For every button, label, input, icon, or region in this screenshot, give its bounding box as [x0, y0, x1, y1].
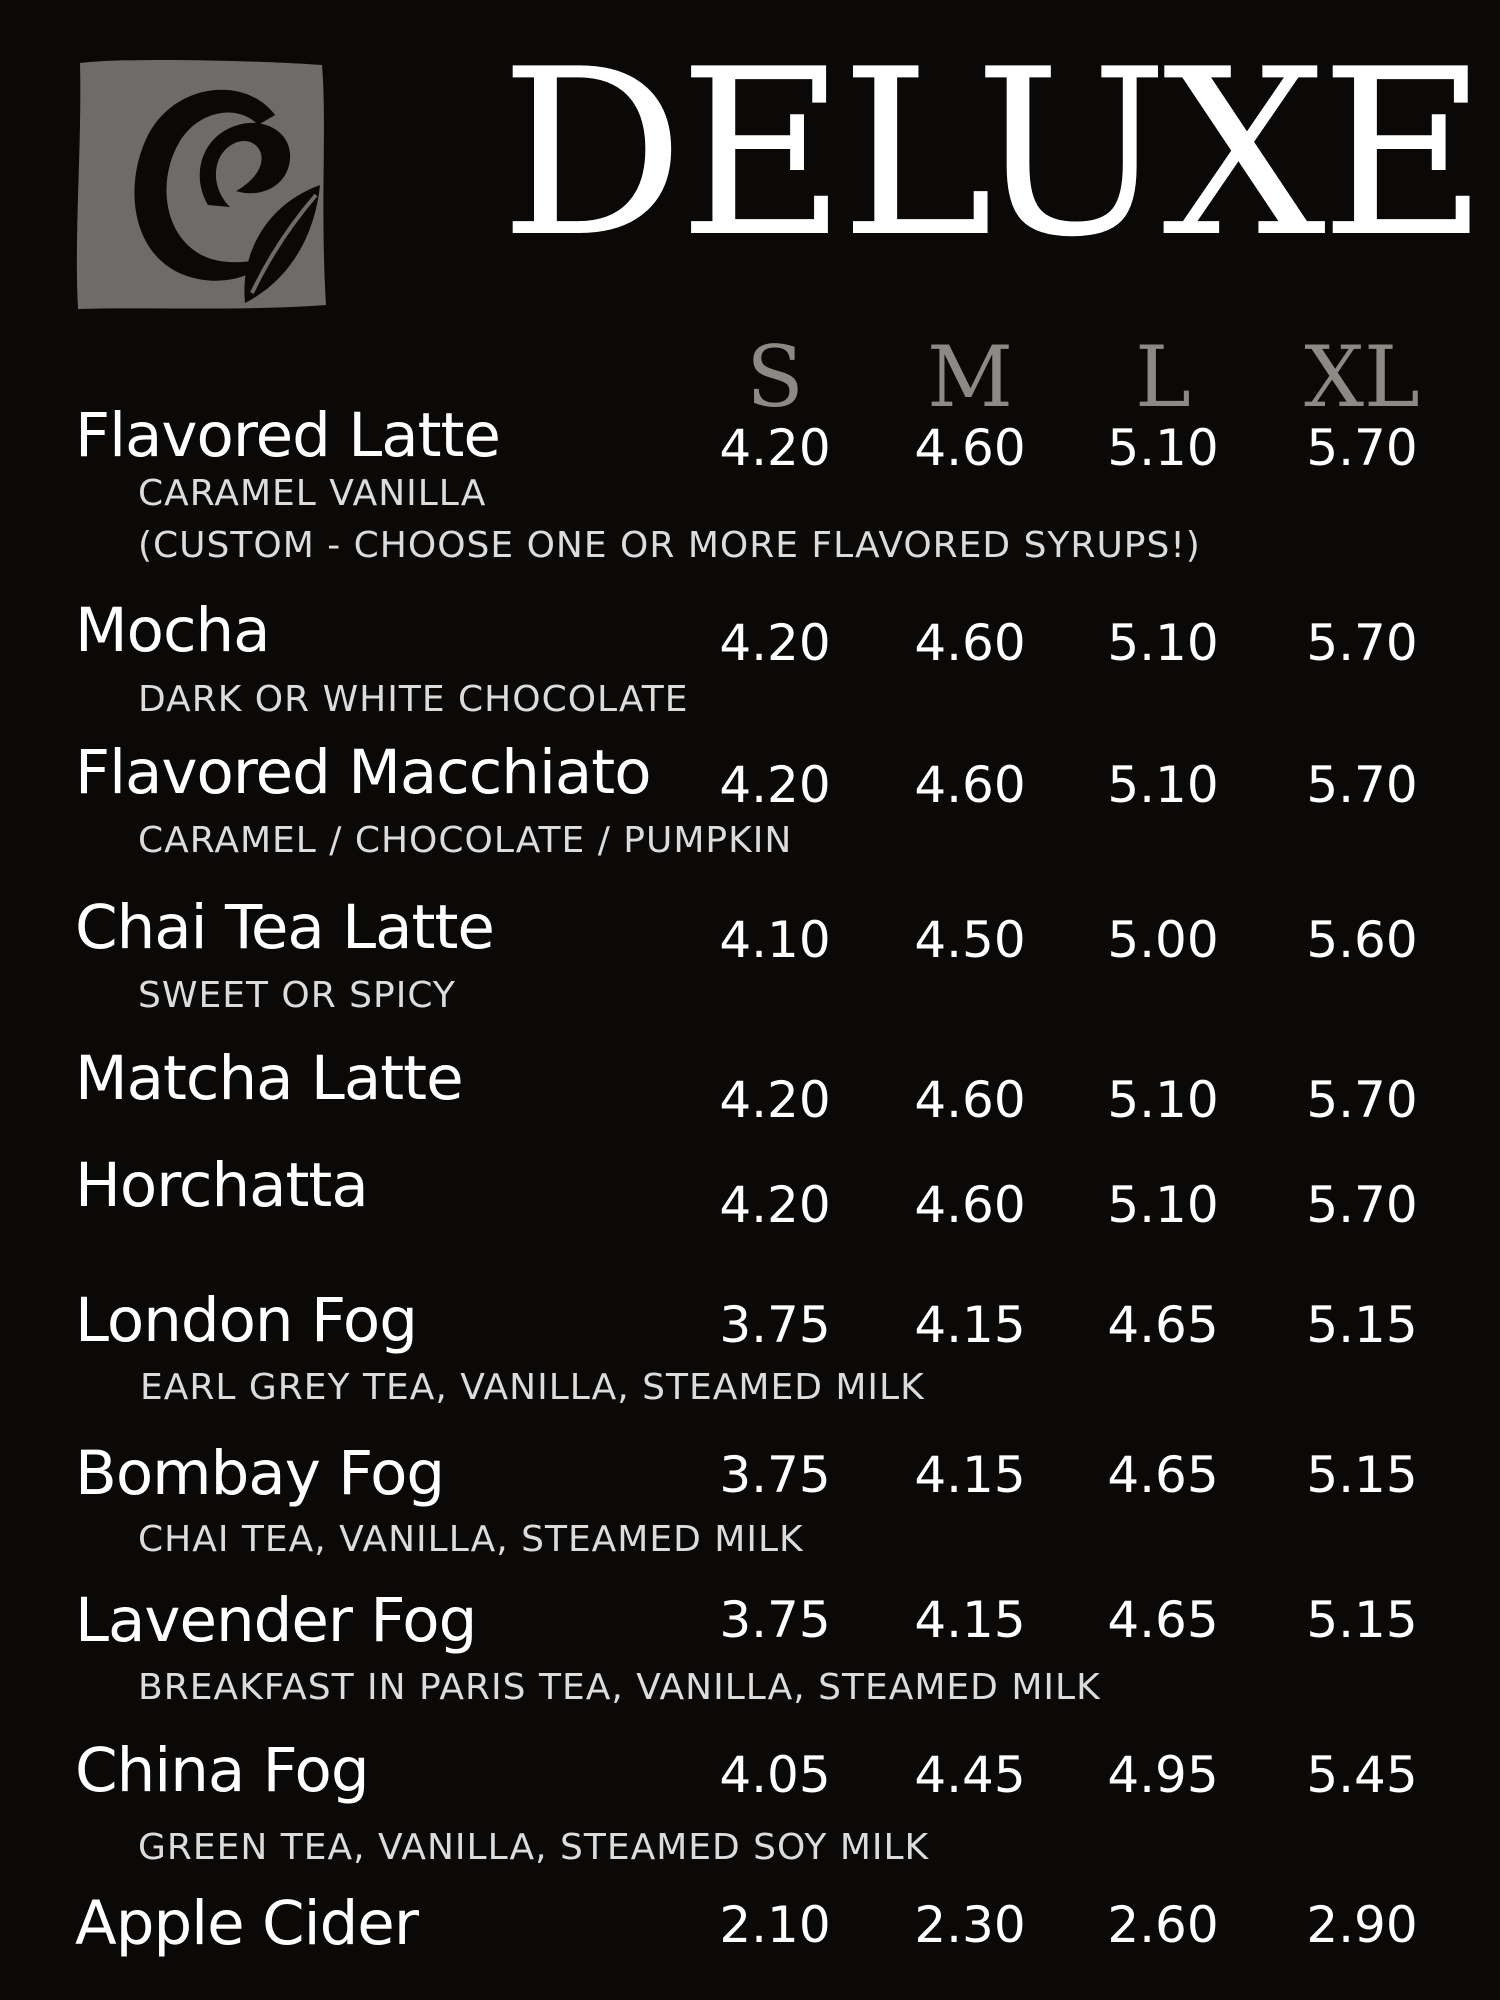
item-description: CARAMEL VANILLA: [138, 473, 487, 514]
price-s: 4.05: [719, 1746, 831, 1804]
price-xl: 5.70: [1306, 419, 1418, 477]
item-name: Bombay Fog: [75, 1438, 445, 1509]
price-m: 2.30: [914, 1896, 1026, 1954]
price-xl: 5.15: [1306, 1296, 1418, 1354]
item-description: BREAKFAST IN PARIS TEA, VANILLA, STEAMED MILK: [138, 1667, 1101, 1708]
price-l: 5.10: [1107, 1071, 1219, 1129]
price-s: 4.10: [719, 911, 831, 969]
price-xl: 5.70: [1306, 756, 1418, 814]
price-xl: 5.70: [1306, 1071, 1418, 1129]
item-description: EARL GREY TEA, VANILLA, STEAMED MILK: [140, 1367, 925, 1408]
item-description: SWEET OR SPICY: [138, 975, 456, 1016]
price-m: 4.15: [914, 1446, 1026, 1504]
price-m: 4.60: [914, 756, 1026, 814]
price-s: 2.10: [719, 1896, 831, 1954]
price-m: 4.60: [914, 1176, 1026, 1234]
item-name: China Fog: [75, 1735, 369, 1806]
item-name: Apple Cider: [75, 1888, 418, 1959]
price-s: 3.75: [719, 1591, 831, 1649]
menu-title: DELUXE: [500, 21, 1482, 288]
item-name: Lavender Fog: [75, 1585, 477, 1656]
price-xl: 5.15: [1306, 1446, 1418, 1504]
price-m: 4.45: [914, 1746, 1026, 1804]
price-l: 5.10: [1107, 756, 1219, 814]
price-m: 4.60: [914, 1071, 1026, 1129]
price-m: 4.15: [914, 1296, 1026, 1354]
item-description: (CUSTOM - CHOOSE ONE OR MORE FLAVORED SYRUPS!): [138, 525, 1201, 566]
item-name: Horchatta: [75, 1150, 368, 1221]
price-s: 3.75: [719, 1446, 831, 1504]
price-l: 4.65: [1107, 1296, 1219, 1354]
price-s: 4.20: [719, 419, 831, 477]
size-label-m: M: [926, 328, 1013, 426]
item-name: Matcha Latte: [75, 1043, 463, 1114]
item-name: London Fog: [75, 1285, 417, 1356]
item-description: CHAI TEA, VANILLA, STEAMED MILK: [138, 1519, 804, 1560]
item-description: GREEN TEA, VANILLA, STEAMED SOY MILK: [138, 1827, 930, 1868]
item-description: CARAMEL / CHOCOLATE / PUMPKIN: [138, 820, 793, 861]
price-xl: 5.15: [1306, 1591, 1418, 1649]
item-name: Flavored Latte: [75, 400, 500, 471]
item-name: Chai Tea Latte: [75, 892, 494, 963]
price-m: 4.60: [914, 614, 1026, 672]
price-xl: 5.70: [1306, 614, 1418, 672]
price-xl: 5.70: [1306, 1176, 1418, 1234]
price-l: 5.10: [1107, 419, 1219, 477]
price-s: 4.20: [719, 614, 831, 672]
price-l: 5.10: [1107, 614, 1219, 672]
price-xl: 5.60: [1306, 911, 1418, 969]
price-l: 4.95: [1107, 1746, 1219, 1804]
price-xl: 5.45: [1306, 1746, 1418, 1804]
size-label-xl: XL: [1304, 328, 1420, 426]
item-description: DARK OR WHITE CHOCOLATE: [138, 679, 689, 720]
price-m: 4.15: [914, 1591, 1026, 1649]
size-label-s: S: [746, 328, 804, 426]
price-s: 4.20: [719, 756, 831, 814]
price-l: 2.60: [1107, 1896, 1219, 1954]
price-l: 4.65: [1107, 1446, 1219, 1504]
price-l: 5.10: [1107, 1176, 1219, 1234]
price-s: 4.20: [719, 1176, 831, 1234]
price-m: 4.50: [914, 911, 1026, 969]
price-l: 4.65: [1107, 1591, 1219, 1649]
price-xl: 2.90: [1306, 1896, 1418, 1954]
item-name: Mocha: [75, 595, 270, 666]
price-s: 4.20: [719, 1071, 831, 1129]
price-m: 4.60: [914, 419, 1026, 477]
item-name: Flavored Macchiato: [75, 737, 651, 808]
size-label-l: L: [1135, 328, 1191, 426]
price-s: 3.75: [719, 1296, 831, 1354]
cafe-logo-icon: [70, 55, 332, 315]
price-l: 5.00: [1107, 911, 1219, 969]
